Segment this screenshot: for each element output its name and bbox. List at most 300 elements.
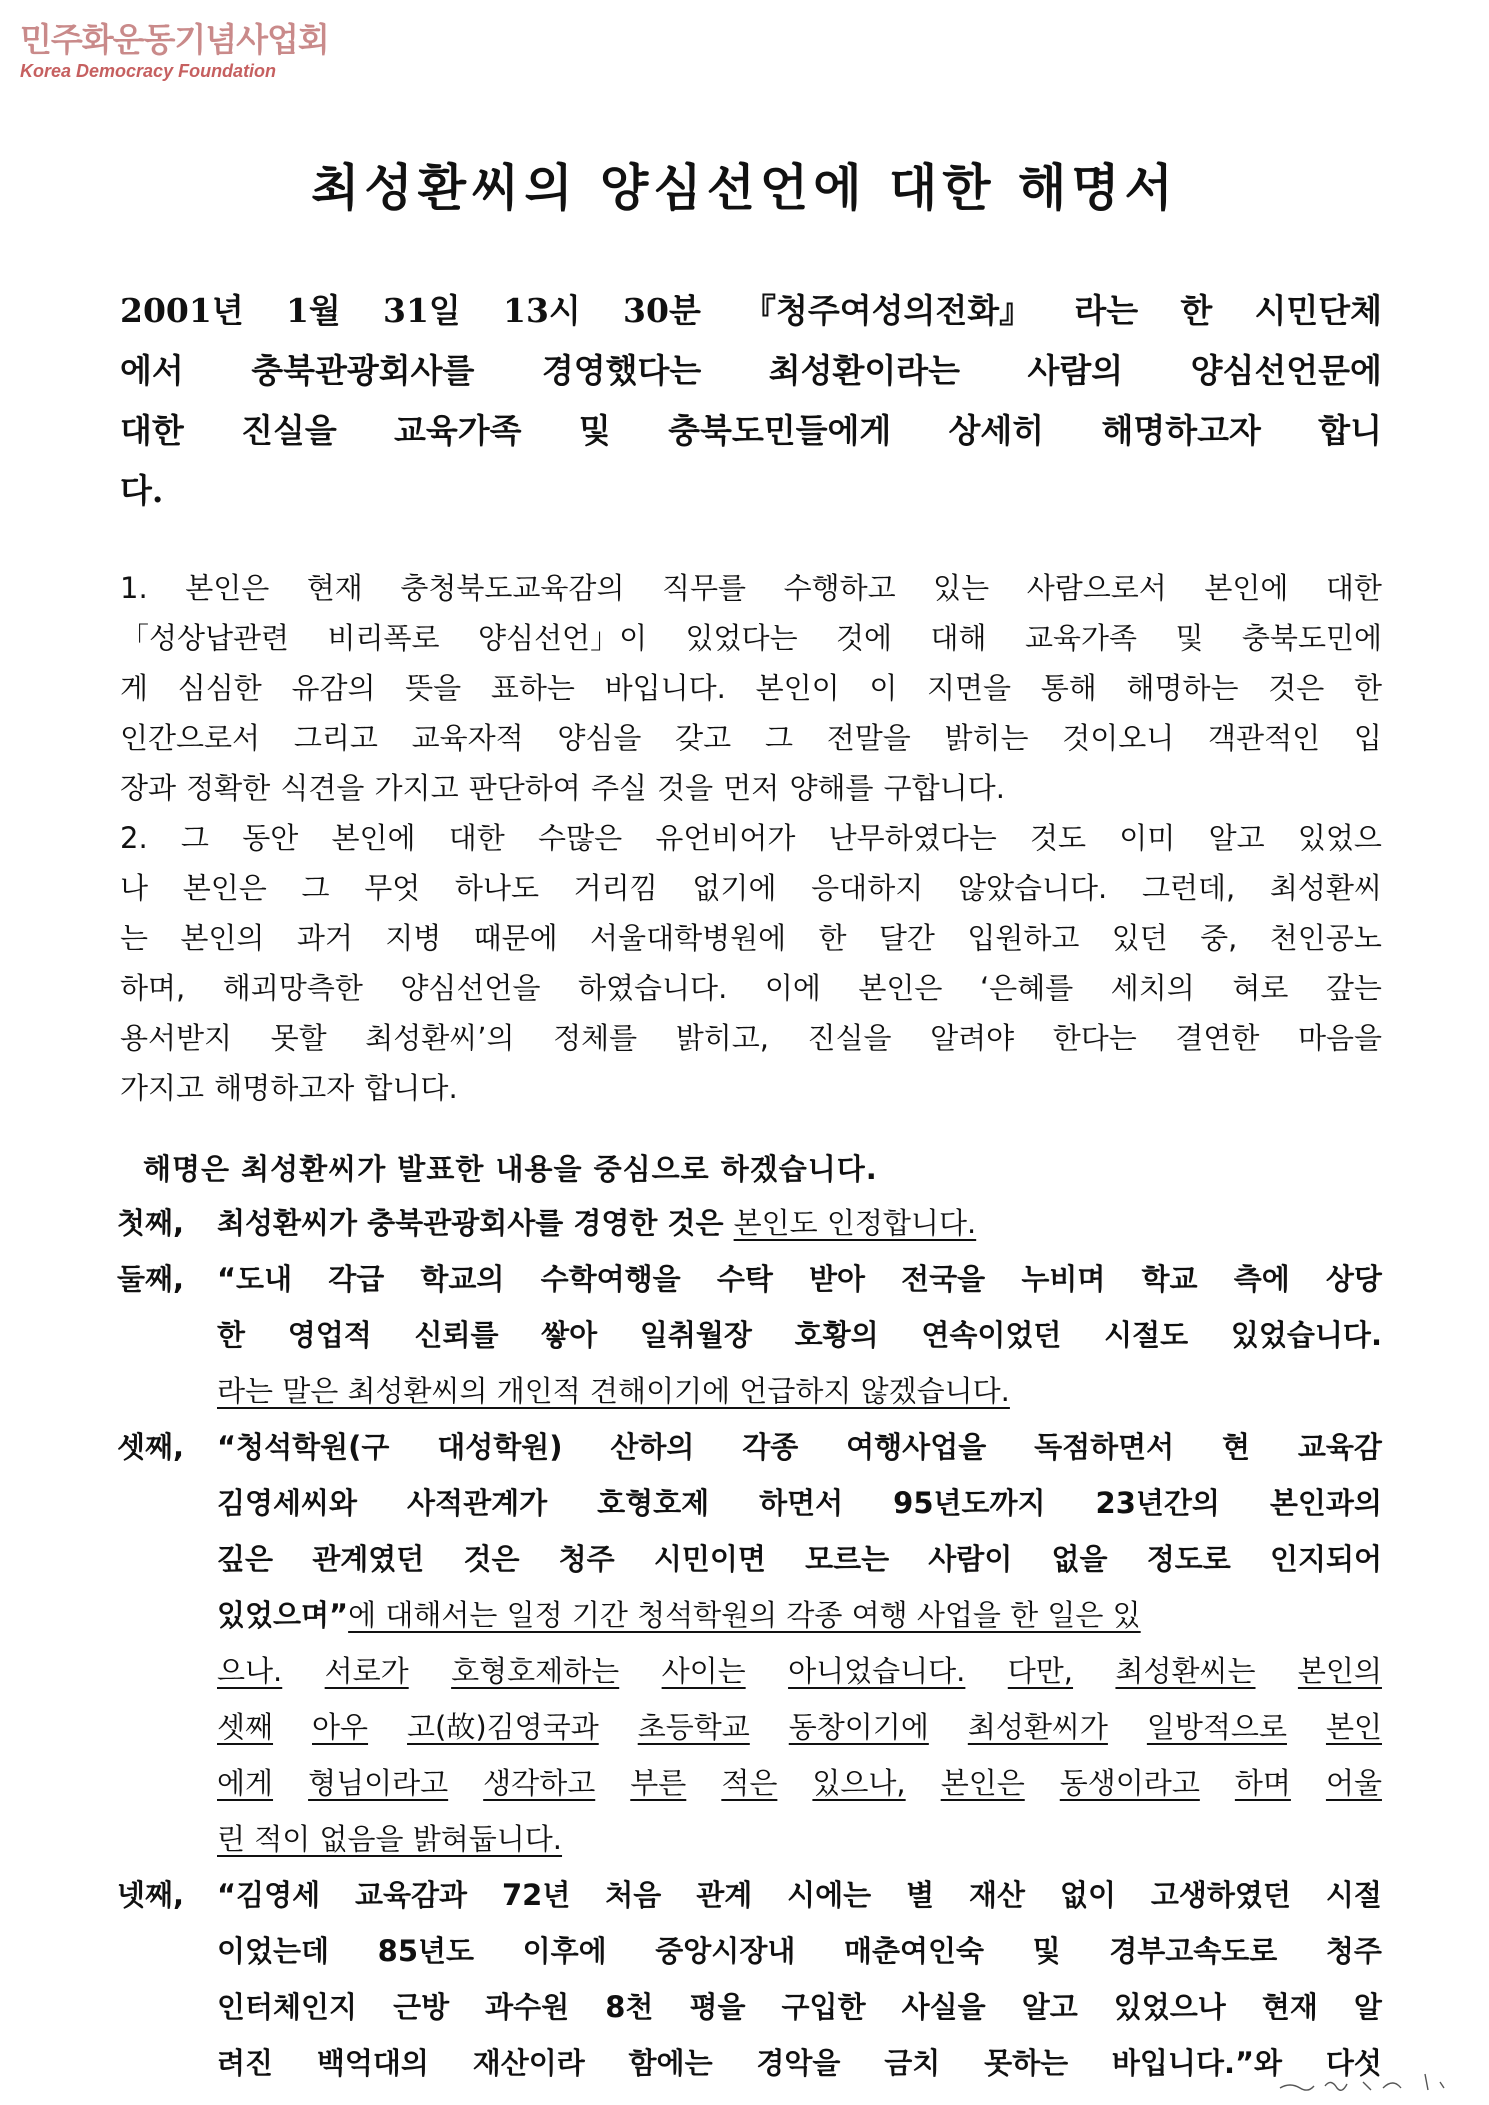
word: 대성학원) [437, 1430, 563, 1464]
word: 영업적 [287, 1318, 372, 1352]
word: 사람으로서 [1026, 571, 1167, 605]
word: 한 [1180, 291, 1213, 330]
word: 30분 [623, 291, 701, 330]
explanation-item [117, 1867, 1382, 2091]
word: 인터체인지 [217, 1990, 358, 2024]
word: 누비며 [1021, 1262, 1106, 1296]
logo-korean-text: 민주화운동기념사업회 [20, 20, 329, 59]
word: 혀로 [1232, 971, 1289, 1005]
word: 최성환씨 [1269, 871, 1382, 905]
word: 구입한 [781, 1990, 866, 2024]
word: “도내 [217, 1262, 293, 1296]
word: 생각하고 [483, 1766, 596, 1800]
word: 있는 [933, 571, 990, 605]
word: 심심한 [177, 671, 262, 705]
document-title: 최성환씨의 양심선언에 대한 해명서 [311, 158, 1178, 217]
word: 김영세씨와 [217, 1486, 358, 1520]
word: 교육가족 [1024, 621, 1138, 655]
text-line [120, 341, 1382, 401]
text-line [120, 1013, 1382, 1063]
word: 갚는 [1325, 971, 1382, 1005]
word: 상세히 [948, 411, 1045, 450]
word: 학교의 [420, 1262, 505, 1296]
word: 가지고 [120, 1071, 205, 1105]
text-line [217, 1867, 1382, 1923]
word: 동생이라고 [1059, 1766, 1200, 1800]
word: 먼저 [723, 771, 780, 805]
underlined-text: 에 대해서는 일정 기간 청석학원의 각종 여행 사업을 한 일은 있 [348, 1598, 1141, 1632]
item-body [217, 1867, 1382, 2091]
word: 『청주여성의전화』 [743, 291, 1033, 330]
word: 이 [869, 671, 898, 705]
word: 합니 [1318, 411, 1382, 450]
word: 구합니다. [883, 771, 1005, 805]
item-marker: 넷째, [117, 1878, 185, 1912]
word: 있었으 [1297, 821, 1382, 855]
word: 동창이기에 [788, 1710, 929, 1744]
word: 매춘여인숙 [843, 1934, 985, 1968]
word: 아니었습니다. [788, 1654, 966, 1688]
word: 충청북도교육감의 [400, 571, 625, 605]
word: 라는 [1074, 291, 1139, 330]
word: 양심선언문에 [1190, 351, 1382, 390]
word: “청석학원(구 [217, 1430, 390, 1464]
word: 마음을 [1297, 1021, 1382, 1055]
word: 직무를 [662, 571, 747, 605]
word: 각급 [328, 1262, 385, 1296]
word: 충북도민에 [1241, 621, 1382, 655]
word: 진실을 [241, 411, 337, 450]
text-line [120, 281, 1382, 341]
word: 시절도 [1104, 1318, 1189, 1352]
word: 대한 [120, 411, 184, 450]
word: 밝히는 [944, 721, 1029, 755]
word: 유언비어가 [655, 821, 796, 855]
word: 최성환씨가 [967, 1710, 1108, 1744]
word: 표하는 [490, 671, 575, 705]
word: 있으나, [812, 1766, 906, 1800]
word: 독점하면서 [1034, 1430, 1175, 1464]
word: 지병 [385, 921, 442, 955]
word: 현재 [306, 571, 363, 605]
word: 대한 [448, 821, 505, 855]
word: 2. [120, 821, 148, 855]
word: 교육감과 [355, 1878, 468, 1912]
text-line [120, 813, 1382, 863]
word: 비리폭로 [327, 621, 440, 655]
word: 시민이면 [653, 1542, 766, 1576]
text-line [217, 1923, 1382, 1979]
word: 있었으나 [1113, 1990, 1226, 2024]
word: 호형호제하는 [451, 1654, 620, 1688]
word: ‘은혜를 [979, 971, 1074, 1005]
word: 및 [1032, 1934, 1061, 1968]
text-line [217, 2035, 1382, 2091]
word: 정체를 [553, 1021, 638, 1055]
word: 하나도 [454, 871, 539, 905]
word: 바입니다. [604, 671, 726, 705]
word: 입 [1353, 721, 1382, 755]
word: 있던 [1111, 921, 1168, 955]
word: 재산 [969, 1878, 1026, 1912]
word: 충북관광회사를 [251, 351, 475, 390]
word: 사람이 [928, 1542, 1013, 1576]
word: 에서 [120, 351, 184, 390]
word: 85년도 [377, 1934, 475, 1968]
word: 사이는 [661, 1654, 746, 1688]
word: “김영세 [217, 1878, 321, 1912]
word: 일취월장 [639, 1318, 752, 1352]
intro-paragraph [120, 281, 1382, 521]
word: 본인의 [1297, 1654, 1382, 1688]
word: 다만, [1007, 1654, 1074, 1688]
text-line [120, 963, 1382, 1013]
item-marker: 둘째, [117, 1262, 185, 1296]
word: 수학여행을 [540, 1262, 681, 1296]
text-line [217, 1811, 1382, 1867]
word: 셋째 [217, 1710, 274, 1744]
word: 호황의 [794, 1318, 879, 1352]
numbered-sections [120, 563, 1382, 1113]
word: 본인 [1325, 1710, 1382, 1744]
word: 장과 [120, 771, 177, 805]
word: 95년도까지 [893, 1486, 1046, 1520]
word: 중, [1200, 921, 1238, 955]
word: 모르는 [805, 1542, 890, 1576]
word: 전국을 [901, 1262, 986, 1296]
item-body [217, 1251, 1382, 1419]
word: 23년간의 [1095, 1486, 1220, 1520]
word: 사람의 [1027, 351, 1124, 390]
word: 하며, [120, 971, 186, 1005]
word: 판단하여 [468, 771, 581, 805]
word: 서로가 [324, 1654, 409, 1688]
text-line [120, 401, 1382, 461]
explanation-item [117, 1251, 1382, 1419]
word: 충북도민들에게 [668, 411, 892, 450]
word: 고생하였던 [1150, 1878, 1291, 1912]
explanation-item [117, 1419, 1382, 1867]
word: 한 [1353, 671, 1382, 705]
word: 교육가족 [394, 411, 522, 450]
word: 대해 [930, 621, 987, 655]
word: 는 [120, 921, 149, 955]
word: 본인이 [755, 671, 840, 705]
word: 없이 [1059, 1878, 1116, 1912]
explanation-heading: 해명은 최성환씨가 발표한 내용을 중심으로 하겠습니다. [143, 1152, 878, 1186]
word: 31일 [382, 291, 461, 330]
handwritten-marks [1275, 2068, 1465, 2098]
word: 경부고속도로 [1109, 1934, 1278, 1968]
text-line [120, 863, 1382, 913]
text-line [217, 1195, 1382, 1251]
word: 한 [217, 1318, 246, 1352]
word: 평을 [689, 1990, 746, 2024]
word: 8천 [605, 1990, 654, 2024]
word: 경악을 [756, 2046, 841, 2080]
word: 함에는 [628, 2046, 713, 2080]
word: 1. [120, 571, 148, 605]
line-text: 라는 말은 최성환씨의 개인적 견해이기에 언급하지 않겠습니다. [217, 1374, 1010, 1408]
word: 난무하였다는 [828, 821, 997, 855]
word: 으나. [217, 1654, 283, 1688]
word: 교육감 [1297, 1430, 1382, 1464]
word: 현재 [1261, 1990, 1318, 2024]
word: 뜻을 [405, 671, 462, 705]
word: 있었습니다. [1230, 1318, 1382, 1352]
word: 백억대의 [316, 2046, 429, 2080]
word: 산하의 [610, 1430, 695, 1464]
word: 과수원 [485, 1990, 570, 2024]
word: 호형호제 [597, 1486, 710, 1520]
foundation-logo [20, 20, 329, 82]
word: 하며 [1234, 1766, 1291, 1800]
word: 해명하고자 [1101, 411, 1261, 450]
word: 고(故)김영국과 [407, 1710, 599, 1744]
word: 관계 [696, 1878, 753, 1912]
word: 시절 [1325, 1878, 1382, 1912]
word: 유감의 [291, 671, 376, 705]
word: 양심을 [557, 721, 642, 755]
bold-text: 최성환씨가 충북관광회사를 경영한 것은 [217, 1206, 734, 1240]
word: 않았습니다. [957, 871, 1108, 905]
text-line [120, 461, 1382, 521]
word: 때문에 [473, 921, 558, 955]
word: 그런데, [1141, 871, 1236, 905]
text-line [217, 1419, 1382, 1475]
word: 청주 [1325, 1934, 1382, 1968]
word: 정도로 [1146, 1542, 1231, 1576]
word: 것을 [657, 771, 714, 805]
word: 없을 [1051, 1542, 1108, 1576]
word: 청주 [558, 1542, 615, 1576]
word: 것에 [836, 621, 893, 655]
word: 사실을 [901, 1990, 986, 2024]
text-line [120, 763, 1382, 813]
word: 알 [1353, 1990, 1382, 2024]
word: 인지되어 [1269, 1542, 1382, 1576]
bold-text: 있었으며” [217, 1598, 349, 1632]
word: 나 [120, 871, 149, 905]
underlined-text: 본인도 인정합니다. [733, 1206, 977, 1240]
text-line [217, 1531, 1382, 1587]
word: 객관적인 [1208, 721, 1321, 755]
word: 아우 [312, 1710, 369, 1744]
word: 못할 [270, 1021, 327, 1055]
word: 본인에 [331, 821, 416, 855]
word: 각종 [742, 1430, 799, 1464]
word: 재산이라 [472, 2046, 585, 2080]
word: 해명하는 [1126, 671, 1239, 705]
word: 바입니다.”와 [1111, 2046, 1283, 2080]
word: 정확한 [186, 771, 271, 805]
word: 해괴망측한 [222, 971, 363, 1005]
word: 근방 [393, 1990, 450, 2024]
item-body [217, 1419, 1382, 1867]
word: 해명하고자 [214, 1071, 355, 1105]
item-marker: 셋째, [117, 1430, 185, 1464]
word: 일방적으로 [1146, 1710, 1287, 1744]
word: 것도 [1030, 821, 1087, 855]
word: 밝히고, [675, 1021, 769, 1055]
word: 쌓아 [541, 1318, 598, 1352]
word: 여행사업을 [846, 1430, 987, 1464]
word: 본인에 [1204, 571, 1289, 605]
word: 이후에 [522, 1934, 607, 1968]
word: 금치 [884, 2046, 941, 2080]
word: 그리고 [293, 721, 378, 755]
word: 받아 [808, 1262, 866, 1296]
text-line [217, 1251, 1382, 1307]
word: 입원하고 [967, 921, 1080, 955]
explanation-item [117, 1195, 1382, 1251]
item-body [217, 1195, 1382, 1251]
word: 용서받지 [120, 1021, 233, 1055]
word: 한 [818, 921, 847, 955]
word: 알려야 [930, 1021, 1015, 1055]
word: 것은 [463, 1542, 520, 1576]
word: 이었는데 [217, 1934, 330, 1968]
text-line [120, 663, 1382, 713]
line-text: 린 적이 없음을 밝혀둡니다. [217, 1822, 563, 1856]
word: 지면을 [927, 671, 1012, 705]
word: 본인의 [180, 921, 265, 955]
word: 본인과의 [1269, 1486, 1382, 1520]
word: 상당 [1325, 1262, 1382, 1296]
word: 없기에 [692, 871, 777, 905]
word: 결연한 [1175, 1021, 1260, 1055]
word: 하면서 [759, 1486, 844, 1520]
word: 세치의 [1110, 971, 1195, 1005]
text-line [217, 1755, 1382, 1811]
word: 및 [1175, 621, 1204, 655]
word: 수탁 [716, 1262, 773, 1296]
word: 갖고 [675, 721, 732, 755]
word: 다섯 [1325, 2046, 1382, 2080]
word: 수행하고 [783, 571, 896, 605]
word: 본인은 [940, 1766, 1025, 1800]
word: 합니다. [364, 1071, 458, 1105]
word: 측에 [1233, 1262, 1290, 1296]
text-line [217, 1699, 1382, 1755]
word: 72년 [501, 1878, 571, 1912]
text-line [217, 1363, 1382, 1419]
word: 이미 [1119, 821, 1176, 855]
text-line [217, 1643, 1382, 1699]
word: 별 [906, 1878, 935, 1912]
word: 어울 [1325, 1766, 1382, 1800]
word: 동안 [242, 821, 299, 855]
word: 통해 [1040, 671, 1097, 705]
word: 양심선언을 [400, 971, 541, 1005]
word: 및 [578, 411, 611, 450]
word: 본인은 [858, 971, 943, 1005]
word: 이에 [764, 971, 821, 1005]
word: 서울대학병원에 [590, 921, 787, 955]
text-line [217, 1307, 1382, 1363]
text-line [217, 1475, 1382, 1531]
word: 현 [1222, 1430, 1251, 1464]
word: 그 [180, 821, 209, 855]
word: 것이오니 [1062, 721, 1175, 755]
word: 초등학교 [637, 1710, 750, 1744]
word: 과거 [296, 921, 353, 955]
word: 진실을 [807, 1021, 892, 1055]
word: 알고 [1021, 1990, 1078, 2024]
word: 연속이었던 [921, 1318, 1062, 1352]
word: 깊은 [217, 1542, 274, 1576]
word: 못하는 [984, 2046, 1069, 2080]
word: 것은 [1268, 671, 1325, 705]
word: 시민단체 [1254, 291, 1382, 330]
word: 있었다는 [685, 621, 798, 655]
word: 관계였던 [312, 1542, 425, 1576]
explanation-items [117, 1195, 1382, 2091]
word: 알고 [1208, 821, 1265, 855]
word: 수많은 [538, 821, 623, 855]
word: 사적관계가 [407, 1486, 548, 1520]
word: 최성환이라는 [768, 351, 961, 390]
word: 가지고 [374, 771, 459, 805]
text-line [217, 1587, 1382, 1643]
word: 경영했다는 [541, 351, 702, 390]
logo-english-text: Korea Democracy Foundation [20, 61, 277, 81]
word: 한다는 [1052, 1021, 1137, 1055]
word: 양해를 [789, 771, 874, 805]
text-line [217, 1979, 1382, 2035]
word: 달간 [878, 921, 935, 955]
word: 그 [764, 721, 793, 755]
word: 무엇 [364, 871, 421, 905]
word: 대한 [1325, 571, 1382, 605]
word: 주실 [590, 771, 647, 805]
word: 학교 [1141, 1262, 1198, 1296]
word: 거리낌 [573, 871, 658, 905]
word: 적은 [721, 1766, 778, 1800]
word: 그 [301, 871, 330, 905]
word: 형님이라고 [308, 1766, 449, 1800]
text-line [120, 713, 1382, 763]
word: 신뢰를 [414, 1318, 499, 1352]
text-line [120, 1063, 1382, 1113]
word: 최성환씨’의 [365, 1021, 515, 1055]
word: 하였습니다. [578, 971, 728, 1005]
word: 최성환씨는 [1115, 1654, 1256, 1688]
word: 게 [120, 671, 149, 705]
word: 중앙시장내 [655, 1934, 796, 1968]
word: 13시 [503, 291, 581, 330]
item-marker: 첫째, [117, 1206, 185, 1240]
word: 전말을 [826, 721, 911, 755]
word: 식견을 [280, 771, 365, 805]
word: 본인은 [182, 871, 267, 905]
word: 처음 [605, 1878, 662, 1912]
word: 본인은 [185, 571, 270, 605]
word: 에게 [217, 1766, 274, 1800]
word: 시에는 [787, 1878, 872, 1912]
word: 다. [120, 471, 164, 510]
text-line [120, 613, 1382, 663]
word: 려진 [217, 2046, 274, 2080]
word: 양심선언」이 [478, 621, 648, 655]
word: 부른 [630, 1766, 687, 1800]
text-line [120, 563, 1382, 613]
word: 천인공노 [1269, 921, 1382, 955]
word: 응대하지 [811, 871, 924, 905]
text-line [120, 913, 1382, 963]
word: 2001년 [120, 291, 244, 330]
word: 교육자적 [411, 721, 524, 755]
